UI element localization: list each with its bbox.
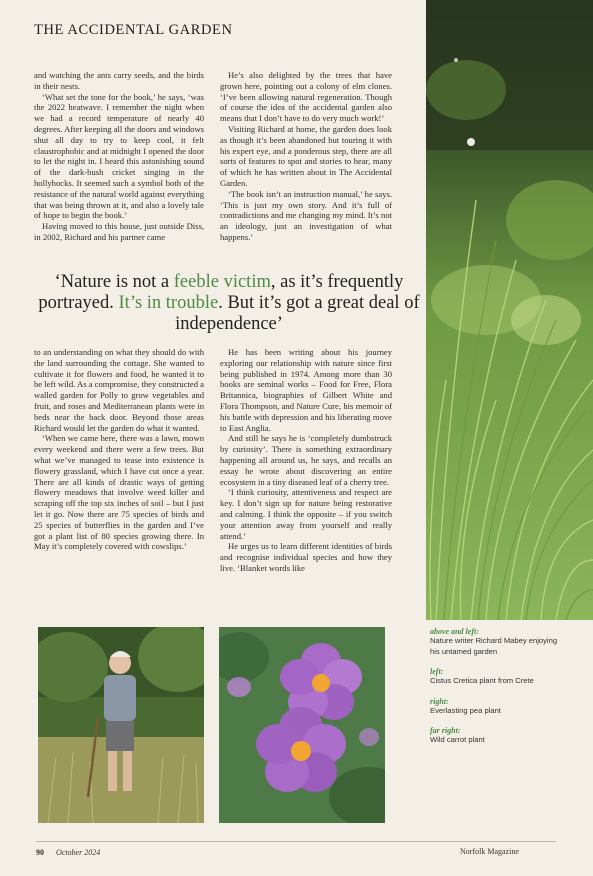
paragraph: ‘I think curiosity, attentiveness and respect are key. I don’t sign up for nature being restorative and calming. I think the opposite – if you switch your attention away from yourself and really attend.’ [220,487,392,541]
pull-quote [34,272,424,335]
paragraph: ‘When we came here, there was a lawn, mown every weekend and there were a few trees. But what we’ve managed to tease into existence is flowery grassland, which I have cut once a year. There are all kinds of drastic ways of getting flowery meadows that involve weed killer and scraping off the top six inches of soil – but I just let it go. Now there are 75 species of birds and 25 species of butterflies in the garden and I’ve got a plant list of 80 species growing there. In May it’s completely covered with cowslips.’ [34,433,204,552]
quote-part: , as it’s frequently portrayed. [38,272,404,313]
issue-date: October 2024 [56,848,101,857]
quote-highlight: It’s in trouble [118,293,219,313]
paragraph: Having moved to this house, just outside Diss, in 2002, Richard and his partner came [34,221,204,242]
paragraph: He urges us to learn different identities of birds and recognise individual species and how they live. ‘Blanket words like [220,541,392,573]
paragraph: to an understanding on what they should do with the land surrounding the cottage. She wanted to cultivate it for flowers and food, he wanted it to be left wild. As a compromise, they constructed a walled garden for Polly to grow vegetables and fruit, and roses and Mediterranean plants were in beds near the back door. Beyond those areas Richard would let the garden do what it wanted. [34,347,204,433]
paragraph: ‘The book isn’t an instruction manual,’ he says. ‘This is just my own story. And it’s full of contradictions and me changing my mind. It’s not an ideology, just an investigation of what happens.’ [220,188,392,242]
grasses-illustration [426,0,593,620]
caption-heading: left: [430,667,444,676]
cistus-flower-photo [219,627,385,823]
quote-part: . But it’s got a great deal of independence’ [175,293,420,334]
caption-heading: right: [430,696,449,706]
section-header: THE ACCIDENTAL GARDEN [34,22,233,38]
footer-page-info [36,848,100,857]
page-number: 90 [36,848,44,857]
caption-heading: above and left: [430,627,479,636]
richard-mabey-photo [38,627,204,823]
caption-body: Nature writer Richard Mabey enjoying his untamed garden [430,636,558,656]
man-in-garden-illustration [38,627,204,823]
caption-body: Everlasting pea plant [430,705,501,715]
paragraph: He has been writing about his journey exploring our relationship with nature since first being published in 1974. Among more than 30 books are seminal works – Food for Free, Flora Britannica, biographies of Gilbert White and Flora Thompson, and Nature Cure, his memoir of his battle with depression and his liberating move to East Anglia. [220,347,392,433]
paragraph: ‘What set the tone for the book,’ he says, ‘was the 2022 heatwave. I remember the night when we had a record temperature of nearly 40 degrees. After keeping all the doors and windows shut all day to try to keep cool, it felt claustrophobic and at midnight I opened the door to let the night in. I heard this astonishing sound of the dark-bush cricket singing in the hollyhocks. It seemed such a symbol both of the resistance of the natural world against everything that was being thrown at it, and also a lovely tale of hope to begin the book.’ [34,91,204,221]
magazine-name: Norfolk Magazine [460,847,519,856]
caption-heading: far right: [430,726,461,735]
paragraph: Visiting Richard at home, the garden does look as though it’s been abandoned but touring it with his expert eye, and a ponderous step, there are all sorts of features to spot and stories to hear, many of which he has written about in The Accidental Garden. [220,123,392,188]
paragraph: And still he says he is ‘completely dumbstruck by curiosity’. There is something extraordinary happening all around us, he says, and recalls an essay he wrote about discovering an entire ecosystem in a tiny diseased leaf of a cherry tree. [220,433,392,487]
cistus-flower-illustration [219,627,385,823]
caption-body: Wild carrot plant [430,735,485,744]
photo-captions [430,627,560,746]
column-1 [34,70,204,243]
column-4 [220,347,392,574]
paragraph: and watching the ants carry seeds, and the birds in their nests. [34,70,204,91]
column-2 [220,70,392,243]
quote-part: ‘Nature is not a [54,272,174,292]
column-3 [34,347,204,552]
grasses-photo [426,0,593,620]
quote-highlight: feeble victim [173,272,271,292]
paragraph: He’s also delighted by the trees that have grown here, pointing out a colony of elm clones. ‘I’ve been allowing natural regeneration. Though of course the idea of the accidental garden also means that I don’t have to do very much work!’ [220,70,392,124]
footer-rule [36,841,556,842]
caption-body: Cistus Cretica plant from Crete [430,676,534,685]
